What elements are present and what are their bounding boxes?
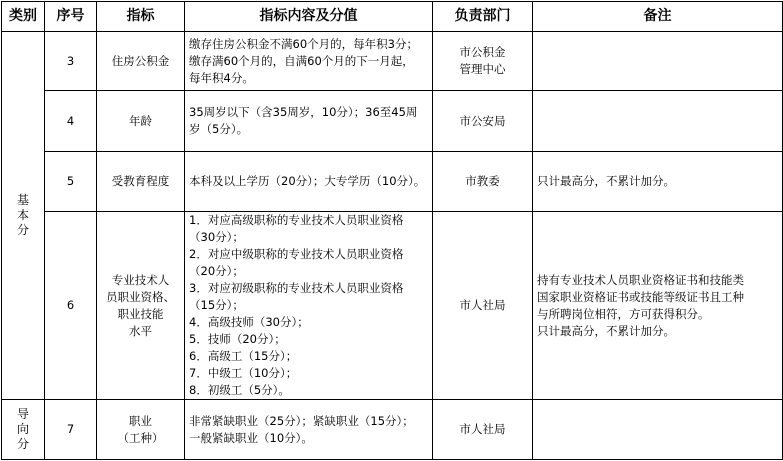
content-line: 2．对应中级职称的专业技术人员职业资格 xyxy=(189,247,404,261)
row-number: 3 xyxy=(45,32,97,91)
content-line: （20分）； xyxy=(189,264,244,278)
row-department: 市人社局 xyxy=(433,400,533,460)
category-char: 导 xyxy=(16,407,29,421)
row-note xyxy=(533,91,783,152)
row-number: 7 xyxy=(45,400,97,460)
header-department: 负责部门 xyxy=(433,2,533,32)
category-char: 分 xyxy=(16,223,29,237)
row-content: 35周岁以下（含35周岁，10分）；36至45周 岁（5分）。 xyxy=(185,91,433,152)
content-line: 5．技师（20分）； xyxy=(189,332,286,346)
table-row xyxy=(2,152,783,212)
content-line: 4．高级技师（30分）； xyxy=(189,315,309,329)
row-content: 缴存住房公积金不满60个月的，每年积3分； 缴存满60个月的，自满60个月的下一月起， 每年积4分。 xyxy=(185,32,433,91)
header-note: 备注 xyxy=(533,2,783,32)
row-department: 市公安局 xyxy=(433,91,533,152)
category-char: 分 xyxy=(16,437,29,451)
row-department: 市公积金 管理中心 xyxy=(433,32,533,91)
category-cell-guidance xyxy=(2,400,45,460)
content-line: （30分）； xyxy=(189,230,244,244)
header-number: 序号 xyxy=(45,2,97,32)
row-indicator: 专业技术人 员职业资格、 职业技能 水平 xyxy=(97,212,185,400)
category-cell-basic xyxy=(2,32,45,400)
row-content: 本科及以上学历（20分）；大专学历（10分）。 xyxy=(185,152,433,212)
row-department: 市人社局 xyxy=(433,212,533,400)
header-category: 类别 xyxy=(2,2,45,32)
content-line: 1．对应高级职称的专业技术人员职业资格 xyxy=(189,213,404,227)
row-note xyxy=(533,400,783,460)
header-row xyxy=(2,2,783,32)
table-row xyxy=(2,32,783,91)
row-indicator: 受教育程度 xyxy=(97,152,185,212)
row-note: 只计最高分，不累计加分。 xyxy=(533,152,783,212)
row-indicator: 年龄 xyxy=(97,91,185,152)
row-indicator: 住房公积金 xyxy=(97,32,185,91)
header-content: 指标内容及分值 xyxy=(185,2,433,32)
row-indicator: 职业 （工种） xyxy=(97,400,185,460)
table-row xyxy=(2,400,783,460)
row-content-list xyxy=(185,212,433,400)
row-number: 5 xyxy=(45,152,97,212)
points-table xyxy=(1,1,783,460)
row-department: 市教委 xyxy=(433,152,533,212)
table-row xyxy=(2,212,783,400)
category-char: 向 xyxy=(16,422,29,436)
content-line: 6．高级工（15分）； xyxy=(189,349,298,363)
content-line: 3．对应初级职称的专业技术人员职业资格 xyxy=(189,281,404,295)
header-indicator: 指标 xyxy=(97,2,185,32)
category-char: 本 xyxy=(16,208,29,222)
row-number: 4 xyxy=(45,91,97,152)
row-note xyxy=(533,32,783,91)
content-line: 8．初级工（5分）。 xyxy=(189,383,290,397)
row-number: 6 xyxy=(45,212,97,400)
category-char: 基 xyxy=(16,193,29,207)
row-content: 非常紧缺职业（25分）；紧缺职业（15分）； 一般紧缺职业（10分）。 xyxy=(185,400,433,460)
content-line: （15分）； xyxy=(189,298,244,312)
table-row xyxy=(2,91,783,152)
content-line: 7．中级工（10分）； xyxy=(189,366,298,380)
row-note: 持有专业技术人员职业资格证书和技能类 国家职业资格证书或技能等级证书且工种 与所聘岗位相符，方可获得积分。 只计最高分，不累计加分。 xyxy=(533,212,783,400)
